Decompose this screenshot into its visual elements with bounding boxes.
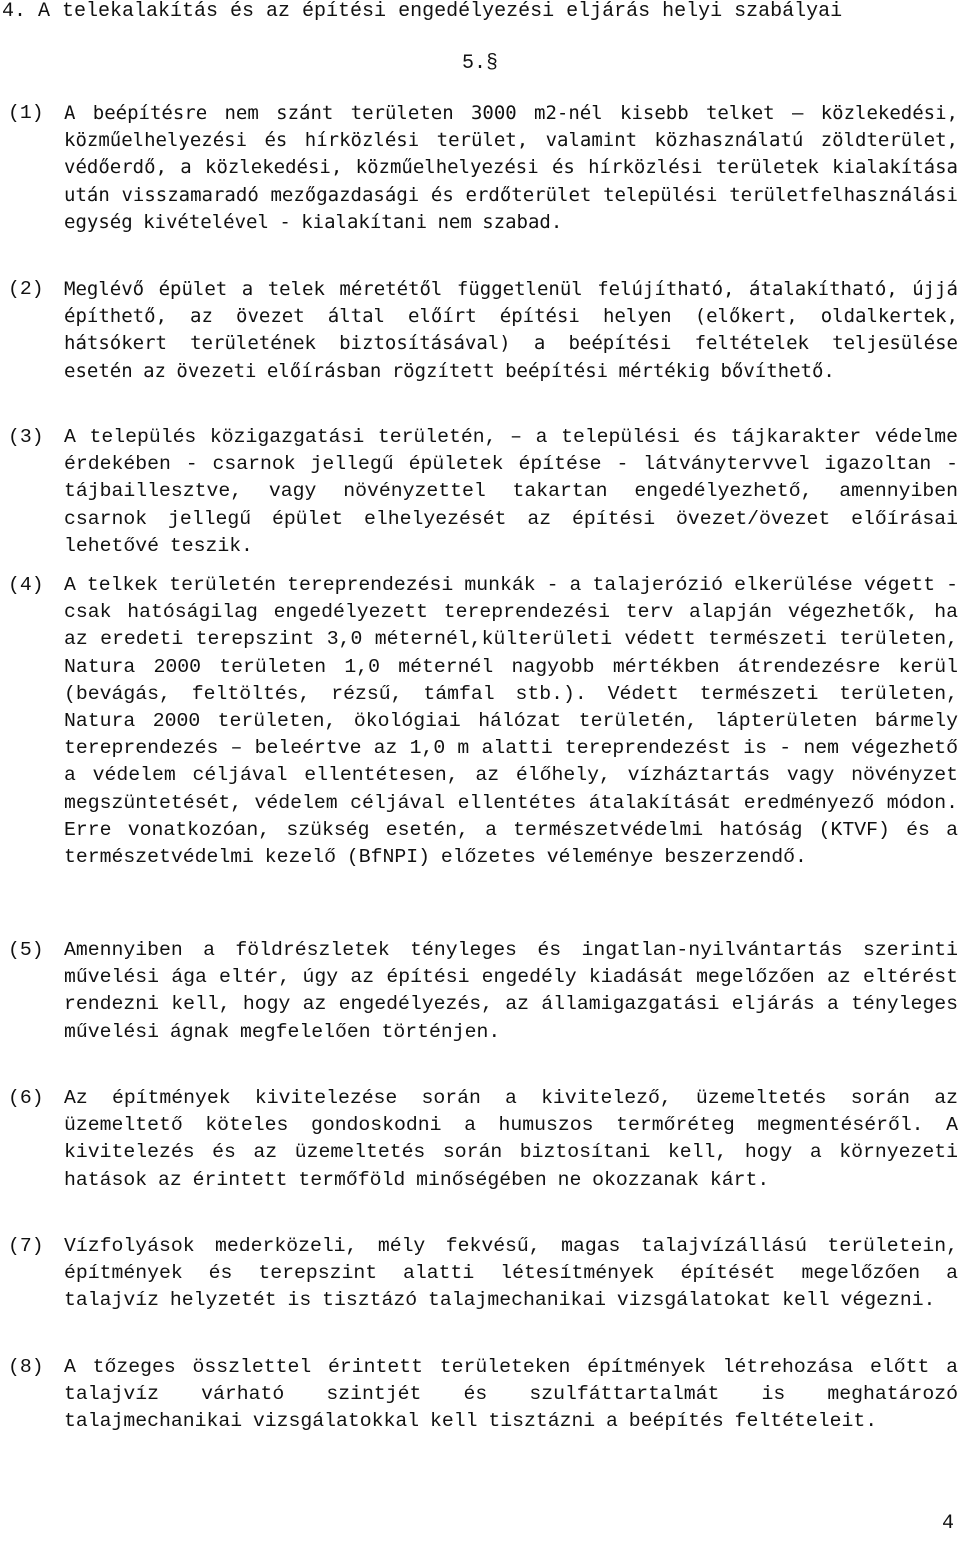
paragraph-number: (5)	[8, 939, 44, 961]
paragraph-2	[8, 276, 958, 385]
paragraph-text: A tőzeges összlettel érintett területeken építmények létrehozása előtt a talajvíz várható szintjét és szulfáttartalmát is meghatározó talajmechanikai vizsgálatokkal kell tisztázni a beépítés feltételeit.	[64, 1356, 958, 1433]
paragraph-number: (3)	[8, 426, 44, 448]
paragraph-number: (8)	[8, 1356, 44, 1378]
paragraph-number: (7)	[8, 1235, 44, 1257]
paragraph-number: (6)	[8, 1087, 44, 1109]
page-number: 4	[941, 1512, 954, 1535]
paragraph-5	[8, 937, 958, 1046]
paragraph-3	[8, 424, 958, 560]
paragraph-text: Amennyiben a földrészletek tényleges és ingatlan-nyilvántartás szerinti művelési ága eltér, úgy az építési engedély kiadását megelőzően az eltérést rendezni kell, hogy az engedélyezés, az államigazgatási eljárás a tényleges művelési ágnak megfelelően történjen.	[64, 939, 958, 1043]
paragraph-text: Az építmények kivitelezése során a kivitelező, üzemeltetés során az üzemeltető köteles gondoskodni a humuszos termőréteg megmentéséről. A kivitelezés és az üzemeltetés során biztosítani kell, hogy a környezeti hatások az érintett termőföld minőségében ne okozzanak kárt.	[64, 1087, 958, 1191]
paragraph-number: (4)	[8, 574, 44, 596]
paragraph-7	[8, 1233, 958, 1315]
paragraph-text: A beépítésre nem szánt területen 3000 m2-nél kisebb telket – közlekedési, közműelhelyezési és hírközlési terület, valamint közhasználatú zöldterület, védőerdő, a közlekedési, közműelhelyezési és hírközlési területek kialakítása után visszamaradó mezőgazdasági és erdőterület települési területfelhasználási egység kivételével - kialakítani nem szabad.	[64, 102, 958, 233]
chapter-heading: 4. A telekalakítás és az építési engedélyezési eljárás helyi szabályai	[2, 0, 843, 23]
paragraph-text: A telkek területén tereprendezési munkák - a talajerózió elkerülése végett - csak hatóságilag engedélyezett tereprendezési terv alapján végezhetők, ha az eredeti terepszint 3,0 méternél,külterületi védett természeti területen, Natura 2000 területen 1,0 méternél nagyobb mértékben átrendezésre kerül (bevágás, feltöltés, rézsű, támfal stb.). Védett természeti területen, Natura 2000 területen, ökológiai hálózat területén, lápterületen bármely tereprendezés – beleértve az 1,0 m alatti tereprendezést is - nem végezhető a védelem céljával ellentétesen, az élőhely, vízháztartás vagy növényzet megszüntetését, védelem céljával ellentétes átalakítását eredményező módon. Erre vonatkozóan, szükség esetén, a természetvédelmi hatóság (KTVF) és a természetvédelmi kezelő (BfNPI) előzetes véleménye beszerzendő.	[64, 574, 958, 869]
paragraph-4	[8, 572, 958, 871]
paragraph-text: Meglévő épület a telek méretétől függetlenül felújítható, átalakítható, újjá építhető, az övezet által előírt építési helyen (előkert, oldalkertek, hátsókert területének biztosításával) a beépítési feltételek teljesülése esetén az övezeti előírásban rögzített beépítési mértékig bővíthető.	[64, 278, 958, 382]
paragraph-text: A település közigazgatási területén, – a települési és tájkarakter védelme érdekében - csarnok jellegű épületek építése - látványtervvel igazoltan - tájbaillesztve, vagy növényzettel takartan engedélyezhető, amennyiben csarnok jellegű épület elhelyezését az építési övezet/övezet előírásai lehetővé teszik.	[64, 426, 958, 557]
paragraph-6	[8, 1085, 958, 1194]
paragraph-8	[8, 1354, 958, 1436]
paragraph-1	[8, 100, 958, 236]
section-mark: 5.§	[462, 52, 499, 75]
paragraph-text: Vízfolyások mederközeli, mély fekvésű, magas talajvízállású területein, építmények és terepszint alatti létesítmények építését megelőzően a talajvíz helyzetét is tisztázó talajmechanikai vizsgálatokat kell végezni.	[64, 1235, 958, 1312]
paragraph-number: (2)	[8, 278, 44, 300]
paragraph-number: (1)	[8, 102, 44, 124]
